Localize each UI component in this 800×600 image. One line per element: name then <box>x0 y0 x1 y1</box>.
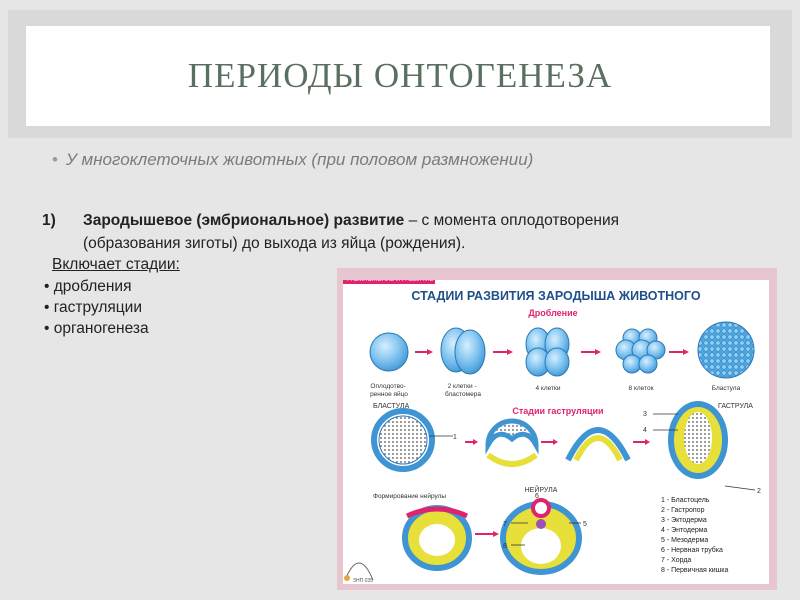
legend-item: 1 - Бластоцель <box>661 497 710 504</box>
arrow-head <box>473 439 478 445</box>
archenteron <box>684 412 712 464</box>
cleavage-label: Дробление <box>528 308 578 318</box>
legend-item: 6 - Нервная трубка <box>661 547 723 554</box>
legend-item: 5 - Мезодерма <box>661 537 709 544</box>
svg-text:6: 6 <box>535 493 539 500</box>
stage-item: • органогенеза <box>44 320 149 337</box>
neural-tube <box>533 500 549 516</box>
neurula-label: НЕЙРУЛА <box>524 487 558 494</box>
endoderm <box>488 455 536 464</box>
primary-gut <box>419 524 455 556</box>
arrow-head <box>427 349 433 355</box>
callout-line <box>725 486 755 490</box>
callout-number: 4 <box>643 427 647 434</box>
embryo-poster <box>337 268 777 590</box>
item-1 <box>42 209 772 255</box>
two-cell-stage <box>455 330 485 374</box>
stages-heading: Включает стадии: <box>52 256 180 273</box>
poster-code: ЗНП 035 <box>353 578 373 584</box>
gastrula-label: ГАСТРУЛА <box>718 403 753 410</box>
item-text <box>83 209 772 255</box>
arrow-head <box>595 349 601 355</box>
neurulation-label: Формирование нейрулы <box>373 493 447 500</box>
legend <box>661 497 729 574</box>
primary-gut <box>521 528 561 564</box>
four-cell-stage <box>545 348 569 376</box>
subtitle-text: У многоклеточных животных (при половом размножении) <box>65 150 534 169</box>
publisher-dot <box>344 575 350 581</box>
notochord <box>536 519 546 529</box>
arrow-head <box>645 439 650 445</box>
stage-item: • дробления <box>44 278 132 295</box>
legend-item: 2 - Гастропор <box>661 507 705 514</box>
item-rest-1: – с момента оплодотворения <box>404 212 620 229</box>
poster-tag-text: РАЗМНОЖЕНИЕ И РАЗВИТИЕ <box>347 280 434 283</box>
gastrulation-label: Стадии гаструляции <box>512 406 604 416</box>
legend-item: 4 - Энтодерма <box>661 527 708 534</box>
callout-number: 3 <box>643 411 647 418</box>
svg-text:8: 8 <box>503 543 507 550</box>
slide-title: ПЕРИОДЫ ОНТОГЕНЕЗА <box>187 56 613 95</box>
poster-inner <box>343 280 769 584</box>
blastula-label: БЛАСТУЛА <box>373 403 410 410</box>
poster-illustration <box>343 280 769 584</box>
caption: 8 клеток <box>628 385 654 392</box>
legend-item: 3 - Эктодерма <box>661 517 707 524</box>
blastocoel <box>379 416 427 464</box>
caption: 4 клетки <box>535 385 561 392</box>
item-bold: Зародышевое (эмбриональное) развитие <box>83 212 405 229</box>
arrow-head <box>553 439 558 445</box>
item-rest-2: (образования зиготы) до выхода из яйца (рождения). <box>83 235 466 252</box>
early-gastrula <box>488 421 536 445</box>
svg-text:5: 5 <box>583 521 587 528</box>
bullet-dot: • <box>52 150 58 169</box>
fertilized-egg-cell <box>370 333 408 371</box>
callout-number: 2 <box>757 488 761 495</box>
eight-cell-stage <box>616 329 665 373</box>
legend-item: 8 - Первичная кишка <box>661 567 729 574</box>
blastula-cell <box>698 322 754 378</box>
caption: Бластула <box>711 385 741 392</box>
arrow-head <box>683 349 689 355</box>
item-number: 1) <box>42 212 56 229</box>
poster-title: СТАДИИ РАЗВИТИЯ ЗАРОДЫША ЖИВОТНОГО <box>411 289 701 303</box>
stage-item: • гаструляции <box>44 299 143 316</box>
arrow-head <box>493 531 499 537</box>
legend-item: 7 - Хорда <box>661 557 692 564</box>
subtitle-bullet <box>52 150 533 170</box>
caption: Оплодотво- ренное яйцо <box>370 383 408 398</box>
caption: 2 клетки - бластомера <box>445 383 481 398</box>
callout-number: 1 <box>453 434 457 441</box>
svg-text:7: 7 <box>503 521 507 528</box>
arrow-head <box>507 349 513 355</box>
